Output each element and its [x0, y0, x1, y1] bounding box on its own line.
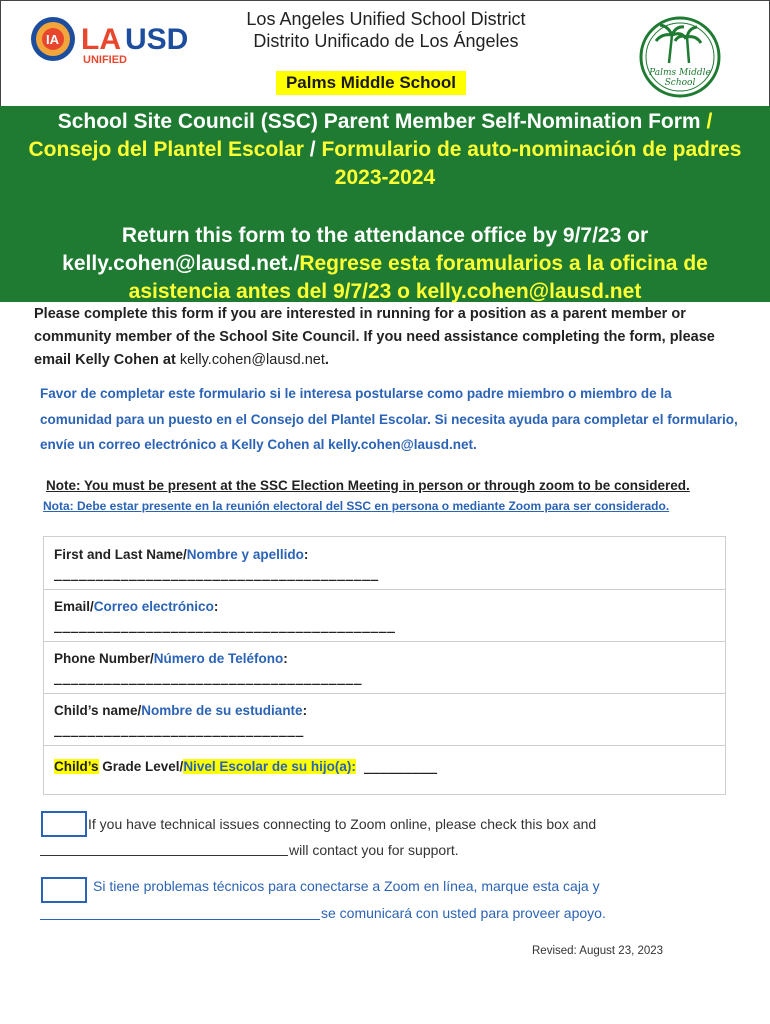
child-name-input-line[interactable]: ______________________________ [54, 723, 304, 738]
email-label-en: Email/ [54, 599, 94, 614]
phone-label-en: Phone Number/ [54, 651, 154, 666]
email-label-es: Correo electrónico [93, 599, 214, 614]
child-name-label [54, 702, 307, 720]
email-label [54, 598, 218, 616]
zoom-support-text-en-1: If you have technical issues connecting to Zoom online, please check this box and [88, 816, 597, 832]
child-name-label-es: Nombre de su estudiante [141, 703, 303, 718]
zoom-support-text-en-2: will contact you for support. [289, 842, 459, 858]
phone-label-colon: : [283, 651, 288, 666]
form-title-en: School Site Council (SSC) Parent Member Self-Nomination Form [57, 110, 701, 133]
note-english: Note: You must be present at the SSC Election Meeting in person or through zoom to be considered. [46, 478, 690, 493]
field-row-phone[interactable] [44, 642, 725, 694]
school-name: Palms Middle School [276, 71, 466, 95]
lausd-logo [29, 15, 209, 67]
name-label [54, 546, 308, 564]
form-title-es-2: Formulario de auto-nominación de padres 2023-2024 [321, 138, 742, 189]
title-slash: / [700, 110, 713, 133]
zoom-support-text-es-2: se comunicará con usted para proveer apoyo. [321, 905, 606, 921]
district-name-en: Los Angeles Unified School District [246, 9, 526, 29]
palms-school-seal [639, 15, 721, 99]
child-name-label-en: Child’s name/ [54, 703, 142, 718]
grade-input-line[interactable]: _________ [355, 759, 438, 775]
zoom-support-checkbox-es[interactable] [41, 877, 87, 903]
zoom-support-name-line-es[interactable] [40, 919, 320, 920]
grade-label-en: Grade Level/ [98, 759, 184, 774]
title-slash-2: / [303, 138, 322, 161]
child-name-label-colon: : [302, 703, 308, 718]
field-row-name[interactable] [44, 537, 725, 590]
name-label-es: Nombre y apellido [186, 547, 304, 562]
email-input-line[interactable]: _________________________________________ [54, 619, 396, 634]
intro-en-end: . [324, 352, 329, 368]
note-spanish: Nota: Debe estar presente en la reunión electoral del SSC en persona o mediante Zoom para ser considerado. [43, 499, 670, 513]
logo-monogram: IA [46, 32, 59, 47]
field-row-grade[interactable] [44, 746, 725, 794]
field-row-child-name[interactable] [44, 694, 725, 746]
seal-text-line2: School [664, 78, 696, 88]
district-name-es: Distrito Unificado de Los Ángeles [253, 31, 519, 51]
form-title [0, 108, 770, 192]
intro-english [34, 303, 746, 372]
intro-en-text: Please complete this form if you are interested in running for a position as a parent member or community member of the School Site Council. If you need assistance completing the form, please email Kelly Cohen at [34, 306, 715, 368]
field-row-email[interactable] [44, 590, 725, 642]
zoom-support-name-line-en[interactable] [40, 855, 288, 856]
return-es-line2: asistencia antes del 9/7/23 o kelly.cohen@lausd.net [128, 280, 642, 303]
name-label-en: First and Last Name/ [54, 547, 187, 562]
return-es-line1: Regrese esta foramularios a la oficina de [299, 252, 708, 275]
grade-label [54, 758, 437, 776]
phone-label [54, 650, 288, 668]
title-banner [0, 106, 770, 302]
name-label-colon: : [303, 547, 309, 562]
nomination-form [43, 536, 726, 795]
district-name [201, 8, 571, 52]
grade-label-es: Nivel Escolar de su hijo(a): [183, 759, 356, 774]
page-header [0, 0, 770, 106]
seal-text-line1: Palms Middle [649, 68, 711, 78]
logo-unified: UNIFIED [83, 54, 127, 66]
return-en-line1: Return this form to the attendance office by 9/7/23 or [121, 224, 649, 247]
return-instructions [0, 222, 770, 306]
return-en-line2: kelly.cohen@lausd.net./ [62, 252, 300, 275]
logo-usd: USD [125, 23, 189, 56]
name-input-line[interactable]: _______________________________________ [54, 567, 379, 582]
contact-email-link[interactable]: kelly.cohen@lausd.net [175, 352, 325, 368]
revised-date: Revised: August 23, 2023 [532, 945, 664, 957]
email-label-colon: : [213, 599, 219, 614]
zoom-support-text-es-1: Si tiene problemas técnicos para conectarse a Zoom en línea, marque esta caja y [93, 878, 600, 894]
logo-la: LA [81, 23, 121, 56]
zoom-support-checkbox-en[interactable] [41, 811, 87, 837]
grade-label-child: Child’s [54, 759, 99, 774]
intro-spanish: Favor de completar este formulario si le interesa postularse como padre miembro o miembro de la comunidad para un puesto en el Consejo del Plantel Escolar. Si necesita ayuda para completar el formulario, envíe un correo electrónico a Kelly Cohen al kelly.cohen@lausd.net. [40, 386, 738, 452]
phone-label-es: Número de Teléfono [153, 651, 284, 666]
form-title-es-1: Consejo del Plantel Escolar [28, 138, 304, 161]
phone-input-line[interactable]: _____________________________________ [54, 671, 363, 686]
